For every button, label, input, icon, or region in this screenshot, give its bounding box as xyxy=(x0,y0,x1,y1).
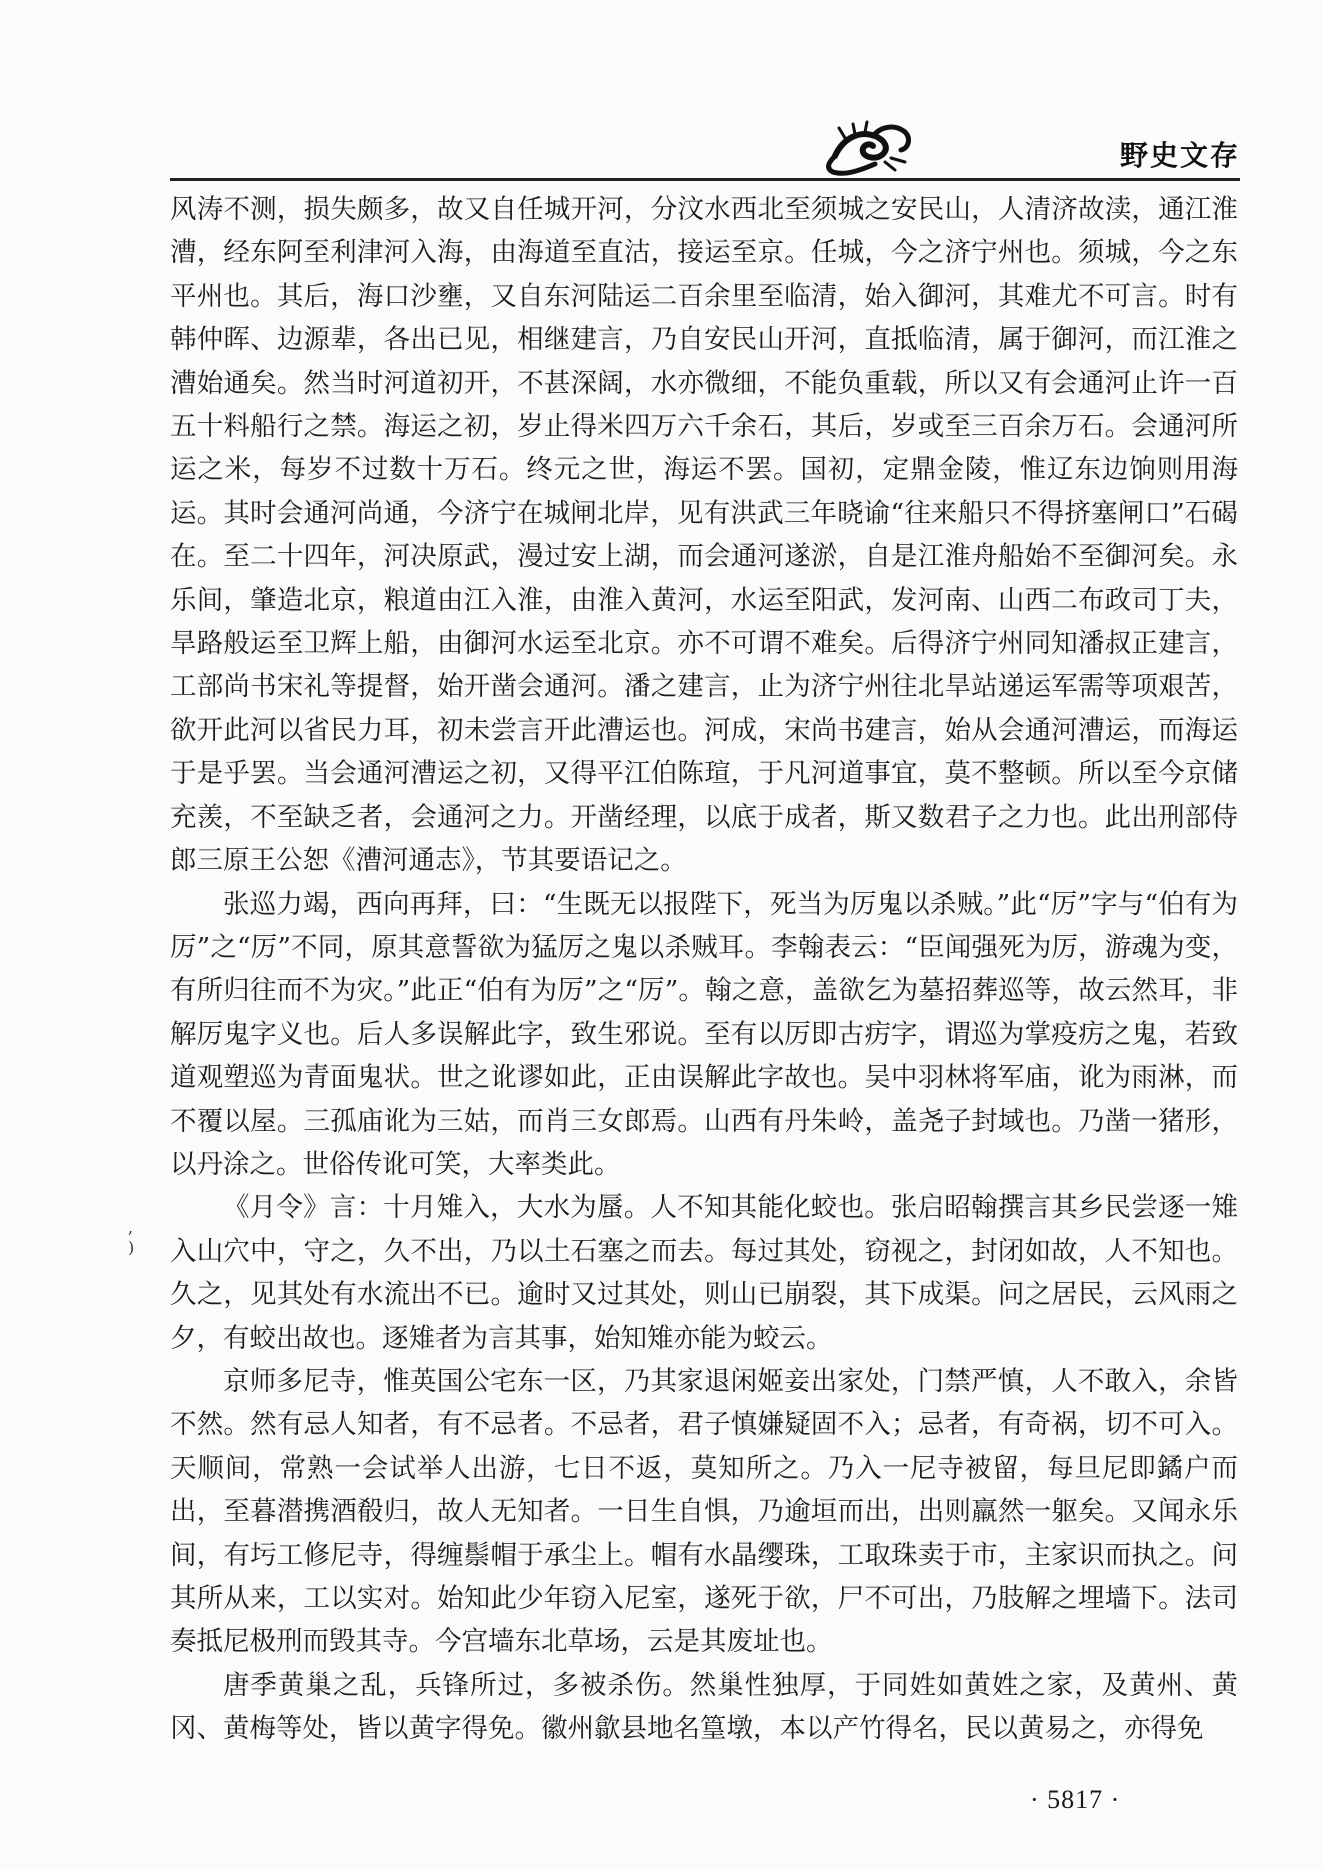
paragraph: 《月令》言：十月雉入，大水为蜃。人不知其能化蛟也。张启昭翰撰言其乡民尝逐一雉入山穴中，守之，久不出，乃以土石塞之而去。每过其处，窃视之，封闭如故，人不知也。久之，见其处有水流出不已。逾时又过其处，则山已崩裂，其下成渠。问之居民，云风雨之夕，有蛟出故也。逐雉者为言其事，始知雉亦能为蛟云。 xyxy=(170,1192,1238,1354)
paragraph: 唐季黄巢之乱，兵锋所过，多被杀伤。然巢性独厚，于同姓如黄姓之家，及黄州、黄冈、黄梅等处，皆以黄字得免。徽州歙县地名篁墩，本以产竹得名，民以黄易之，亦得免 xyxy=(170,1669,1238,1745)
page-header xyxy=(170,118,1240,182)
book-title: 野史文存 xyxy=(1119,139,1240,172)
page-number: · 5817 · xyxy=(1030,1785,1121,1814)
paragraph: 张巡力竭，西向再拜，曰：“生既无以报陛下，死当为厉鬼以杀贼。”此“厉”字与“伯有为厉”之“厉”不同，原其意誓欲为猛厉之鬼以杀贼耳。李翰表云：“臣闻强死为厉，游魂为变，有所归往而不为灾。”此正“伯有为厉”之“厉”。翰之意，盖欲乞为墓招葬巡等，故云然耳，非解厉鬼字义也。后人多误解此字，致生邪说。至有以厉即古疠字，谓巡为掌疫疠之鬼，若致道观塑巡为青面鬼状。世之讹谬如此，正由误解此字故也。吴中羽林将军庙，讹为雨淋，而不覆以屋。三孤庙讹为三姑，而肖三女郎焉。山西有丹朱岭，盖尧子封域也。乃凿一猪形，以丹涂之。世俗传讹可笑，大率类此。 xyxy=(170,888,1238,1180)
header-rule xyxy=(170,178,1240,181)
margin-mark: , xyxy=(128,1218,134,1237)
margin-mark: ) xyxy=(128,1238,135,1257)
paragraph: 京师多尼寺，惟英国公宅东一区，乃其家退闲姬妾出家处，门禁严慎，人不敢入，余皆不然。然有忌人知者，有不忌者。不忌者，君子慎嫌疑固不入；忌者，有奇祸，切不可入。天顺间，常熟一会试举人出游，七日不返，莫知所之。乃入一尼寺被留，每旦尼即鐍户而出，至暮潜携酒殽归，故人无知者。一日生自惧，乃逾垣而出，出则羸然一躯矣。又闻永乐间，有圬工修尼寺，得缠鬃帽于承尘上。帽有水晶缨珠，工取珠卖于市，主家识而执之。问其所从来，工以实对。始知此少年窃入尼室，遂死于欲，尸不可出，乃肢解之埋墙下。法司奏抵尼极刑而毁其寺。今宫墙东北草场，云是其废址也。 xyxy=(170,1365,1238,1658)
body-text xyxy=(170,188,1238,1751)
paragraph: 风涛不测，损失颇多，故又自任城开河，分汶水西北至须城之安民山，人清济故渎，通江淮漕，经东阿至利津河入海，由海道至直沽，接运至京。任城，今之济宁州也。须城，今之东平州也。其后，海口沙壅，又自东河陆运二百余里至临清，始入御河，其难尤不可言。时有韩仲晖、边源辈，各出已见，相继建言，乃自安民山开河，直抵临清，属于御河，而江淮之漕始通矣。然当时河道初开，不甚深阔，水亦微细，不能负重载，所以又有会通河止许一百五十料船行之禁。海运之初，岁止得米四万六千余石，其后，岁或至三百余万石。会通河所运之米，每岁不过数十万石。终元之世，海运不罢。国初，定鼎金陵，惟辽东边饷则用海运。其时会通河尚通，今济宁在城闸北岸，见有洪武三年晓谕“往来船只不得挤塞闸口”石碣在。至二十四年，河决原武，漫过安上湖，而会通河遂淤，自是江淮舟船始不至御河矣。永乐间，肇造北京，粮道由江入淮，由淮入黄河，水运至阳武，发河南、山西二布政司丁夫，旱路般运至卫辉上船，由御河水运至北京。亦不可谓不难矣。后得济宁州同知潘叔正建言，工部尚书宋礼等提督，始开凿会通河。潘之建言，止为济宁州往北旱站递运军需等项艰苦，欲开此河以省民力耳，初未尝言开此漕运也。河成，宋尚书建言，始从会通河漕运，而海运于是乎罢。当会通河漕运之初，又得平江伯陈瑄，于凡河道事宜，莫不整顿。所以至今京储充羡，不至缺乏者，会通河之力。开凿经理，以底于成者，斯又数君子之力也。此出刑部侍郎三原王公恕《漕河通志》，节其要语记之。 xyxy=(170,194,1238,877)
dragon-emblem-icon xyxy=(815,118,925,178)
